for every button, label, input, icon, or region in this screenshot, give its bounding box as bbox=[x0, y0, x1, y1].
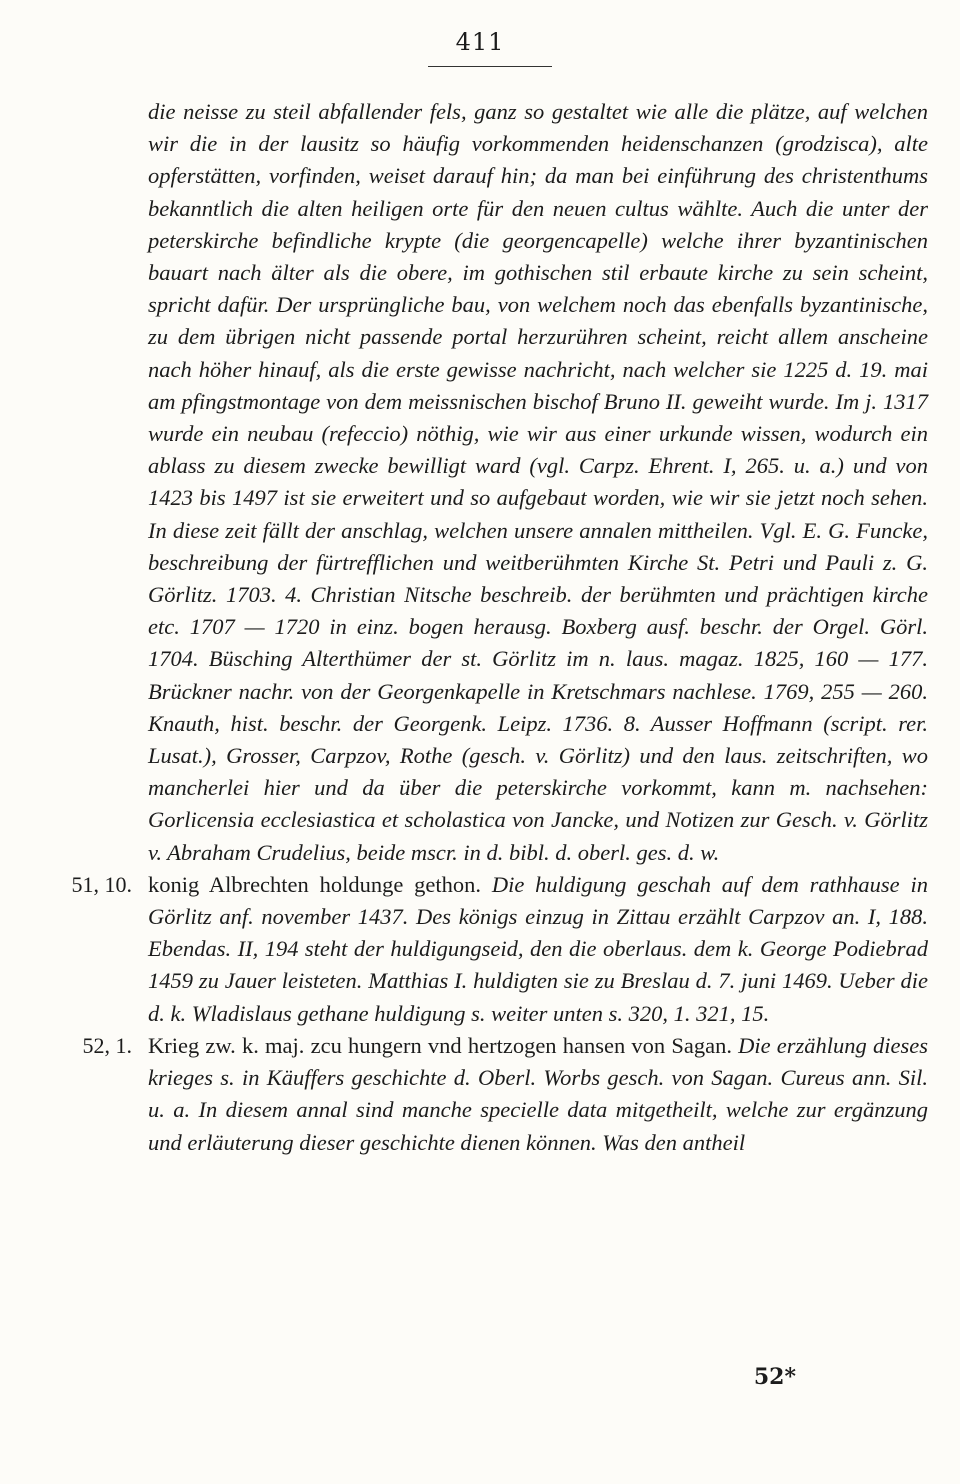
entry-51-10 bbox=[71, 869, 928, 1030]
entry-reference: 51, 10. bbox=[71, 871, 132, 897]
commentary-text bbox=[71, 96, 928, 1159]
continuation-paragraph: die neisse zu steil abfallender fels, ganz so gestaltet wie alle die plätze, auf welchen wir die in der lausitz so häufig vorkommenden heidenschanzen (grodzisca), alte opferstätten, vorfinden, weiset darauf hin; da man bei einführung des christenthums bekanntlich die alten heiligen orte für den neuen cultus wählte. Auch die unter der peterskirche befindliche krypte (die georgencapelle) welche ihrer byzantinischen bauart nach älter als die obere, im gothischen stil erbaute kirche zu sein scheint, spricht dafür. Der ursprüngliche bau, von welchem noch das ebenfalls byzantinische, zu dem übrigen nicht passende portal herzurühren scheint, reicht allem anscheine nach höher hinauf, als die erste gewisse nachricht, nach welcher sie 1225 d. 19. mai am pfingstmontage von dem meissnischen bischof Bruno II. geweiht wurde. Im j. 1317 wurde ein neubau (refeccio) nöthig, wie wir aus einer urkunde wissen, wodurch ein ablass zu diesem zwecke bewilligt ward (vgl. Carpz. Ehrent. I, 265. u. a.) und von 1423 bis 1497 ist sie erweitert und so aufgebaut worden, wie wir sie jetzt noch sehen. In diese zeit fällt der anschlag, welchen unsere annalen mittheilen. Vgl. E. G. Funcke, beschreibung der fürtrefflichen und weitberühmten Kirche St. Petri und Pauli z. G. Görlitz. 1703. 4. Christian Nitsche beschreib. der berühmten und prächtigen kirche etc. 1707 — 1720 in einz. bogen herausg. Boxberg ausf. beschr. der Orgel. Görl. 1704. Büsching Alterthümer der st. Görlitz im n. laus. magaz. 1825, 160 — 177. Brückner nachr. von der Georgenkapelle in Kretschmars nachlese. 1769, 255 — 260. Knauth, hist. beschr. der Georgenk. Leipz. 1736. 8. Ausser Hoffmann (script. rer. Lusat.), Grosser, Carpzov, Rothe (gesch. v. Görlitz) und den laus. zeitschriften, wo mancherlei hier und da über die peterskirche vorkommt, kann m. nachsehen: Gorlicensia ecclesiastica et scholastica von Jancke, und Notizen zur Gesch. v. Görlitz v. Abraham Crudelius, beide mscr. in d. bibl. d. oberl. ges. d. w. bbox=[148, 99, 928, 865]
entry-note: Die erzählung dieses krieges s. in Käuffers geschichte d. Oberl. Worbs gesch. von Sagan. Cureus ann. Sil. u. a. In diesem annal sind manche specielle data mitgetheilt, welche zur ergänzung und erläuterung dieser geschichte dienen können. Was den antheil bbox=[148, 1032, 928, 1155]
entry-lemma: konig Albrechten holdunge gethon. bbox=[148, 871, 492, 897]
entry-lemma: Krieg zw. k. maj. zcu hungern vnd hertzogen hansen von Sagan. bbox=[148, 1032, 739, 1058]
entry-52-1 bbox=[82, 1030, 928, 1159]
page-number: 411 bbox=[455, 28, 505, 56]
entry-reference: 52, 1. bbox=[82, 1032, 132, 1058]
signature-mark: 52* bbox=[753, 1364, 796, 1390]
header-rule bbox=[428, 66, 552, 67]
entry-note: Die huldigung geschah auf dem rathhause in Görlitz anf. november 1437. Des königs einzug in Zittau erzählt Carpzov an. I, 188. Ebendas. II, 194 steht der huldigungseid, den die oberlaus. dem k. George Podiebrad 1459 zu Jauer leisteten. Matthias I. huldigten sie zu Breslau d. 7. juni 1469. Ueber die d. k. Wladislaus gethane huldigung s. weiter unten s. 320, 1. 321, 15. bbox=[148, 871, 928, 1026]
